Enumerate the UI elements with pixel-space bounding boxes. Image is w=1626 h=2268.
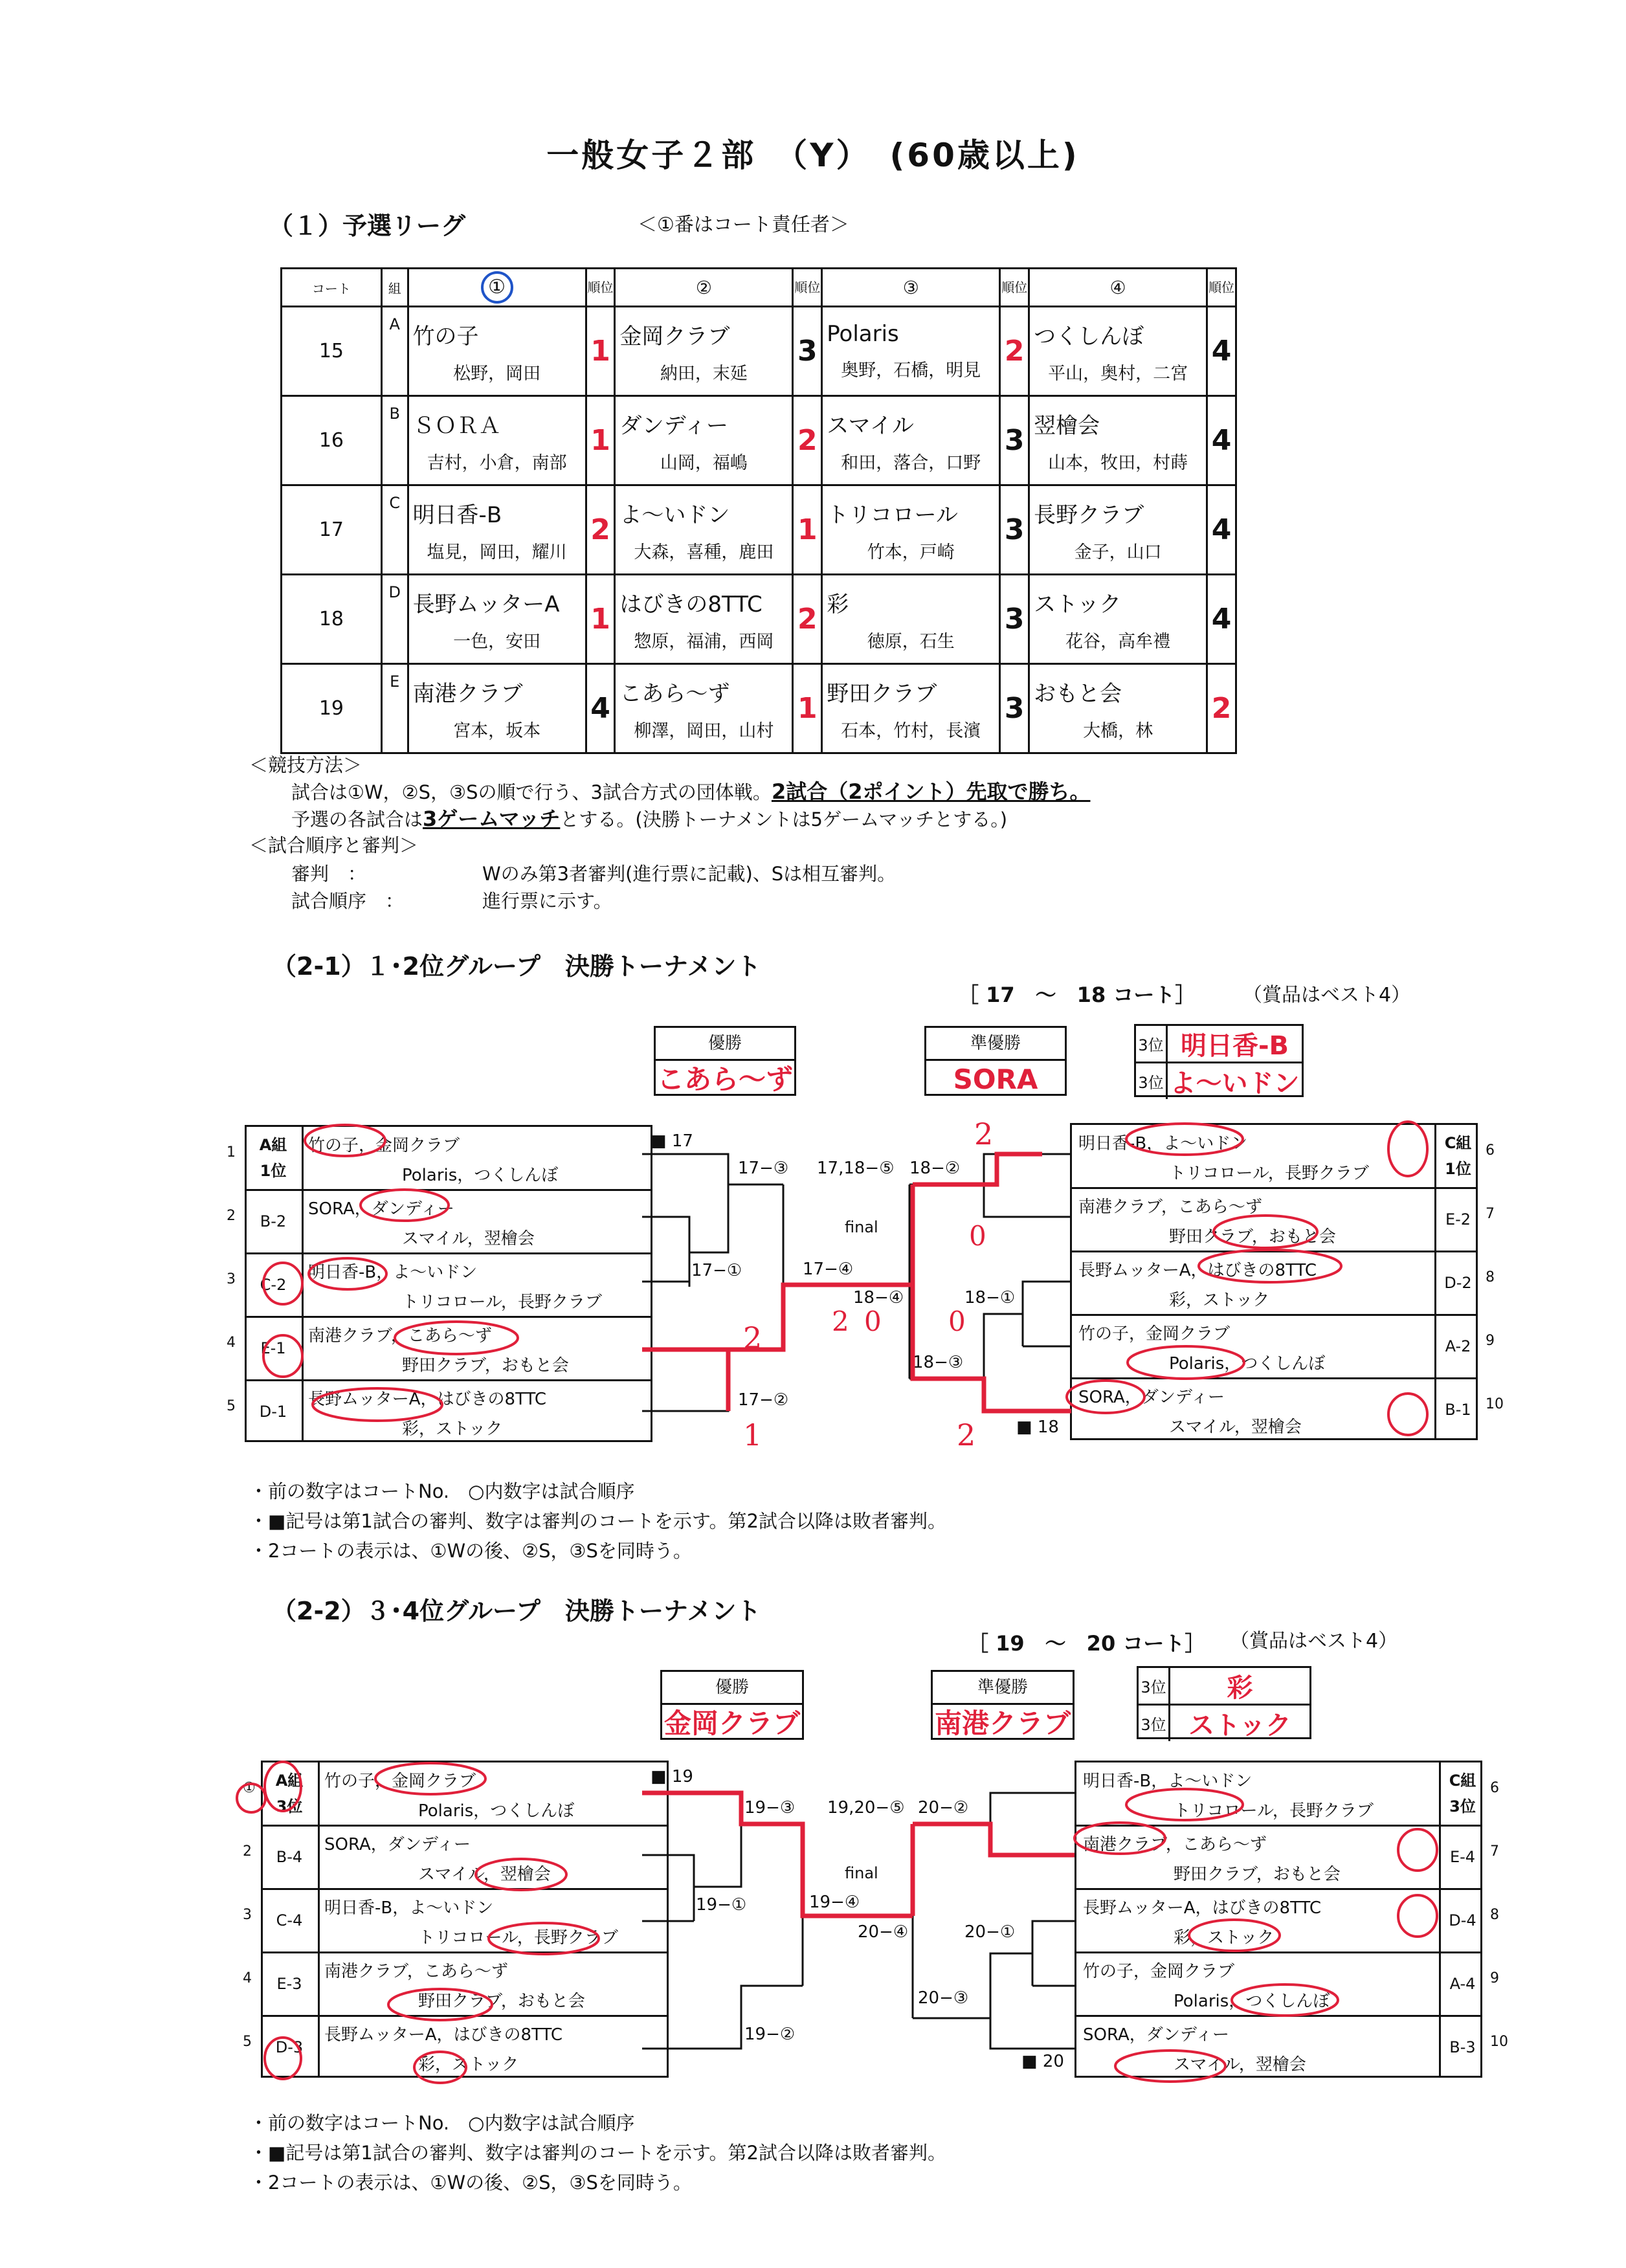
entry-pair-2: 彩，ストック — [418, 2055, 519, 2074]
entry-pair-1: 南港クラブ，こあら～ず — [1083, 1835, 1267, 1854]
method-win-rule: 2試合（2ポイント）先取で勝ち。 — [771, 779, 1091, 804]
entry-group: C-2 — [260, 1276, 287, 1294]
entry-group: A-2 — [1445, 1337, 1471, 1355]
entry-pair-1: 明日香-B，よ～いドン — [1083, 1772, 1253, 1791]
group-letter: E — [381, 664, 408, 753]
header-rank: 順位 — [1207, 269, 1236, 307]
team-name: おもと会 — [1034, 680, 1122, 707]
entry-pair-1: 明日香-B，よ～いドン — [308, 1263, 478, 1282]
entry-court-order: 8 — [1486, 1269, 1495, 1285]
team-rank: 4 — [1207, 575, 1236, 664]
t1-match-5: 18−② — [909, 1159, 961, 1178]
tournament2-prize: （賞品はベスト4） — [1230, 1630, 1398, 1652]
t2-match-8: 20−③ — [918, 1988, 969, 2008]
t2-winner: 金岡クラブ — [663, 1707, 800, 1739]
team-rank: 1 — [793, 664, 822, 753]
entry-group: A組 1位 — [259, 1136, 287, 1180]
entry-group: A-4 — [1449, 1975, 1476, 1993]
team-members: 石本，竹村，長濱 — [841, 720, 981, 741]
t2-match-5: 20−② — [918, 1798, 969, 1818]
entry-court-order: 5 — [243, 2034, 252, 2050]
team-rank: 2 — [793, 575, 822, 664]
t1-third-1: 明日香-B — [1180, 1031, 1289, 1061]
entry-court-order: 6 — [1486, 1142, 1495, 1159]
team-rank: 4 — [1207, 396, 1236, 485]
t2-ref-bot: ■ 20 — [1021, 2052, 1064, 2071]
team-name: ＳＯＲＡ — [412, 412, 501, 439]
entry-group: B-3 — [1449, 2038, 1476, 2056]
entry-pair-2: 彩，ストック — [1174, 1928, 1275, 1948]
entry-pair-1: 長野ムッターA，はびきの8TTC — [1078, 1261, 1317, 1280]
entry-court-order: 8 — [1490, 1907, 1499, 1923]
entry-court-order: 9 — [1490, 1970, 1499, 1986]
t2-match-7: 20−④ — [858, 1922, 909, 1942]
entry-pair-2: スマイル，翌檜会 — [402, 1229, 535, 1249]
entry-group: C組 1位 — [1444, 1134, 1472, 1178]
t1-score: 0 — [864, 1306, 882, 1337]
t1-winner-label: 優勝 — [656, 1028, 794, 1061]
entry-court-order: 7 — [1486, 1206, 1495, 1222]
entry-pair-1: 竹の子，金岡クラブ — [1078, 1324, 1231, 1344]
t1-runner: SORA — [953, 1063, 1038, 1095]
entry-court-order: 4 — [243, 1970, 252, 1986]
entry-court-order: 3 — [227, 1271, 236, 1287]
entry-pair-1: 南港クラブ，こあら～ず — [1078, 1197, 1262, 1217]
header-rank: 順位 — [793, 269, 822, 307]
court-lead-marker: ① — [481, 271, 513, 304]
entry-pair-2: 野田クラブ，おもと会 — [402, 1356, 569, 1375]
header-pos3: ③ — [822, 269, 1000, 307]
entry-pair-2: 彩，ストック — [1169, 1291, 1270, 1310]
method-line-1-text: 試合は①W，②S，③Sの順で行う、3試合方式の団体戦。 — [291, 781, 772, 803]
t1-score: 2 — [957, 1418, 976, 1452]
team-rank: 2 — [586, 485, 615, 575]
team-name: よ～いドン — [619, 502, 730, 528]
team-members: 竹本，戸崎 — [867, 542, 955, 562]
entry-pair-1: SORA，ダンディー — [1078, 1388, 1225, 1407]
t2-winner-label: 優勝 — [662, 1672, 802, 1705]
order-key: 試合順序 ： — [291, 890, 405, 912]
tournament1-prize: （賞品はベスト4） — [1243, 984, 1411, 1006]
team-members: 大森，喜種，鹿田 — [634, 542, 774, 562]
entry-pair-1: SORA，ダンディー — [308, 1199, 454, 1219]
page-title: 一般女子２部 （Y） (60歳以上) — [546, 137, 1080, 174]
team-members: 宮本，坂本 — [453, 720, 541, 741]
t1-score: 0 — [969, 1220, 986, 1252]
note-3: ・2コートの表示は、①Wの後、②S，③Sを同時う。 — [249, 2172, 692, 2194]
entry-court-order: 1 — [227, 1144, 236, 1161]
team-rank: 4 — [1207, 485, 1236, 575]
t1-ref-top: ■ 17 — [651, 1131, 693, 1151]
entry-pair-2: Polaris，つくしんぼ — [402, 1166, 559, 1185]
team-name: 長野クラブ — [1034, 502, 1144, 528]
entry-pair-2: Polaris，つくしんぼ — [1174, 1992, 1330, 2011]
team-rank: 4 — [1207, 307, 1236, 396]
method-heading: ＜競技方法＞ — [249, 754, 362, 776]
t1-runner-label: 準優勝 — [926, 1028, 1065, 1061]
team-name: 南港クラブ — [412, 680, 523, 707]
team-rank: 1 — [586, 307, 615, 396]
tournament2-heading: （2-2）３･4位グループ 決勝トーナメント — [272, 1597, 761, 1625]
team-members: 平山，奥村，二宮 — [1048, 363, 1188, 384]
team-members: 和田，落合，口野 — [841, 452, 981, 473]
entry-pair-2: 彩，ストック — [402, 1419, 503, 1439]
t1-score: 1 — [743, 1418, 763, 1452]
note-3: ・2コートの表示は、①Wの後、②S，③Sを同時う。 — [249, 1540, 692, 1562]
team-rank: 4 — [586, 664, 615, 753]
tournament1-courts: ［ 17 ～ 18 コート］ — [958, 983, 1196, 1007]
entry-pair-1: 長野ムッターA，はびきの8TTC — [324, 2025, 563, 2045]
team-name: 明日香-B — [412, 502, 502, 528]
team-name: つくしんぼ — [1034, 323, 1144, 350]
t1-match-7: 18−④ — [853, 1288, 904, 1307]
entry-pair-2: トリコロール，長野クラブ — [402, 1293, 602, 1312]
t1-ref-bot: ■ 18 — [1016, 1418, 1059, 1437]
entry-pair-1: 明日香-B，よ～いドン — [1078, 1134, 1248, 1153]
group-letter: D — [381, 575, 408, 664]
entry-group: D-1 — [259, 1403, 287, 1421]
team-rank: 2 — [793, 396, 822, 485]
team-members: 柳澤，岡田，山村 — [634, 720, 774, 741]
team-name: 彩 — [827, 591, 849, 617]
method-line-2a: 予選の各試合は — [291, 808, 423, 830]
entry-court-order: 3 — [243, 1907, 252, 1923]
entry-group: C組 3位 — [1449, 1772, 1476, 1816]
team-members: 塩見，岡田，耀川 — [427, 542, 567, 562]
header-group: 組 — [381, 269, 408, 307]
team-name: 野田クラブ — [827, 680, 937, 707]
entry-pair-2: Polaris，つくしんぼ — [418, 1801, 575, 1821]
entry-pair-1: 長野ムッターA，はびきの8TTC — [1083, 1898, 1322, 1918]
entry-pair-2: スマイル，翌檜会 — [1174, 2055, 1306, 2074]
team-members: 一色，安田 — [453, 631, 541, 652]
entry-court-order: 2 — [227, 1208, 236, 1224]
t2-bracket-black — [642, 1793, 1075, 2049]
t1-third-2: よ～いドン — [1170, 1069, 1300, 1098]
order-heading: ＜試合順序と審判＞ — [249, 834, 419, 856]
t2-third-label: 3位 — [1139, 1668, 1170, 1704]
entry-pair-2: 野田クラブ，おもと会 — [418, 1992, 585, 2011]
t1-match-1: 17−③ — [738, 1159, 789, 1178]
entry-pair-1: 竹の子，金岡クラブ — [1083, 1962, 1235, 1981]
entry-group: B-4 — [276, 1848, 303, 1866]
t2-third-1: 彩 — [1227, 1673, 1253, 1703]
t2-third-label: 3位 — [1139, 1706, 1170, 1741]
team-name: スマイル — [827, 412, 914, 439]
t1-third-label: 3位 — [1136, 1026, 1168, 1062]
entry-court-order: 10 — [1486, 1396, 1504, 1412]
team-rank: 1 — [793, 485, 822, 575]
entry-group: B-1 — [1445, 1401, 1471, 1419]
entry-court-order: 2 — [243, 1843, 252, 1860]
team-name: 長野ムッターA — [412, 591, 560, 617]
method-game-rule: 3ゲームマッチ — [423, 806, 561, 831]
team-members: 吉村，小倉，南部 — [427, 452, 567, 473]
entry-court-order: 4 — [227, 1335, 236, 1351]
t1-match-6: 18−① — [964, 1288, 1016, 1307]
entry-pair-2: 野田クラブ，おもと会 — [1169, 1227, 1336, 1247]
entry-pair-1: SORA，ダンディー — [1083, 2025, 1229, 2045]
team-members: 奥野，石橋，明見 — [841, 361, 981, 381]
team-rank: 3 — [1000, 396, 1029, 485]
order-value: 進行票に示す。 — [482, 890, 612, 912]
t2-match-1: 19−③ — [744, 1798, 796, 1818]
entry-pair-1: 明日香-B，よ～いドン — [324, 1898, 494, 1918]
team-members: 花谷，高牟禮 — [1065, 631, 1171, 652]
team-name: こあら～ず — [619, 680, 730, 707]
t1-match-2: 17−① — [691, 1261, 742, 1280]
t2-final-no: 19,20−⑤ — [827, 1798, 905, 1818]
court-number: 19 — [282, 664, 382, 753]
team-rank: 3 — [1000, 575, 1029, 664]
t1-winner: こあら～ず — [656, 1063, 793, 1095]
group-letter: A — [381, 307, 408, 396]
note-2: ・■記号は第1試合の審判、数字は審判のコートを示す。第2試合以降は敗者審判。 — [249, 1510, 946, 1532]
entry-group: D-4 — [1449, 1911, 1476, 1929]
entry-group: E-3 — [276, 1975, 302, 1993]
header-court: コート — [282, 269, 382, 307]
entry-pair-1: 竹の子，金岡クラブ — [308, 1136, 460, 1155]
header-pos4: ④ — [1029, 269, 1207, 307]
t1-score: 2 — [832, 1306, 849, 1337]
entry-court-order: 5 — [227, 1398, 236, 1414]
t2-third-2: ストック — [1188, 1711, 1291, 1740]
t1-match-3: 17−④ — [803, 1260, 854, 1279]
entry-group: D-3 — [275, 2038, 304, 2056]
entry-pair-1: 南港クラブ，こあら～ず — [324, 1962, 508, 1981]
t1-third-label: 3位 — [1136, 1063, 1168, 1099]
entry-pair-2: Polaris，つくしんぼ — [1169, 1354, 1326, 1373]
t1-match-8: 18−③ — [913, 1353, 964, 1372]
team-members: 山本，牧田，村蒔 — [1048, 452, 1188, 473]
entry-group: E-4 — [1449, 1848, 1476, 1866]
entry-court-order: 9 — [1486, 1333, 1495, 1349]
method-line-2c: とする。(決勝トーナメントは5ゲームマッチとする。) — [560, 808, 1008, 830]
team-members: 惣原，福浦，西岡 — [634, 631, 774, 652]
note-2: ・■記号は第1試合の審判、数字は審判のコートを示す。第2試合以降は敗者審判。 — [249, 2142, 946, 2164]
entry-group: C-4 — [276, 1911, 303, 1929]
team-rank: 2 — [1207, 664, 1236, 753]
team-rank: 1 — [586, 396, 615, 485]
entry-pair-2: トリコロール，長野クラブ — [1169, 1164, 1369, 1183]
tournament2-courts: ［ 19 ～ 20 コート］ — [968, 1631, 1206, 1656]
entry-court-order: ① — [243, 1780, 256, 1796]
entry-pair-1: 竹の子，金岡クラブ — [324, 1772, 476, 1791]
referee-value: Wのみ第3者審判(進行票に記載)、Sは相互審判。 — [482, 863, 897, 885]
header-rank: 順位 — [586, 269, 615, 307]
t1-bracket-red — [642, 1154, 1071, 1411]
team-rank: 1 — [586, 575, 615, 664]
note-1: ・前の数字はコートNo. ○内数字は試合順序 — [249, 2112, 635, 2134]
entry-group: D-2 — [1444, 1274, 1472, 1292]
entry-group: B-2 — [260, 1212, 287, 1230]
court-number: 18 — [282, 575, 382, 664]
t1-score: 0 — [948, 1306, 966, 1337]
t1-final-no: 17,18−⑤ — [817, 1159, 895, 1178]
team-members: 松野，岡田 — [453, 363, 541, 384]
entry-pair-2: トリコロール，長野クラブ — [418, 1928, 618, 1948]
entry-court-order: 10 — [1490, 2034, 1508, 2050]
t2-final: final — [845, 1864, 878, 1882]
t1-winner-ovals — [263, 1122, 1427, 1435]
t2-match-2: 19−① — [696, 1895, 747, 1915]
group-letter: C — [381, 485, 408, 575]
header-pos2: ② — [615, 269, 793, 307]
t1-score: 2 — [974, 1117, 994, 1151]
t2-ref-top: ■ 19 — [651, 1767, 693, 1786]
entry-pair-2: スマイル，翌檜会 — [1169, 1418, 1302, 1437]
t2-winner-ovals — [237, 1762, 1437, 2083]
team-name: 翌檜会 — [1034, 412, 1100, 439]
entry-pair-2: トリコロール，長野クラブ — [1174, 1801, 1374, 1821]
t2-runner: 南港クラブ — [934, 1707, 1071, 1739]
team-name: トリコロール — [827, 502, 958, 528]
team-members: 大橋，林 — [1083, 720, 1153, 741]
team-rank: 2 — [1000, 307, 1029, 396]
t2-runner-label: 準優勝 — [933, 1672, 1073, 1705]
team-name: ストック — [1034, 591, 1122, 617]
team-members: 納田，末延 — [660, 363, 748, 384]
court-number: 17 — [282, 485, 382, 575]
t2-bracket-red — [642, 1793, 1075, 1916]
team-rank: 3 — [1000, 664, 1029, 753]
entry-group: E-2 — [1445, 1210, 1471, 1228]
team-members: 金子，山口 — [1074, 542, 1162, 562]
team-name: 金岡クラブ — [619, 323, 730, 350]
team-rank: 3 — [793, 307, 822, 396]
entry-group: E-1 — [260, 1339, 286, 1357]
t1-score: 2 — [743, 1320, 763, 1355]
team-rank: 3 — [1000, 485, 1029, 575]
section-note: ＜①番はコート責任者＞ — [638, 214, 849, 236]
team-name: はびきの8TTC — [619, 591, 763, 617]
team-name: ダンディー — [619, 412, 729, 439]
entry-court-order: 7 — [1490, 1843, 1499, 1860]
t1-final: final — [845, 1218, 878, 1236]
entry-court-order: 6 — [1490, 1780, 1499, 1796]
entry-pair-1: 南港クラブ，こあら～ず — [308, 1326, 492, 1346]
entry-pair-2: 野田クラブ，おもと会 — [1174, 1865, 1341, 1884]
t2-match-4: 19−② — [744, 2025, 796, 2044]
t2-match-6: 20−① — [964, 1922, 1016, 1942]
tournament1-heading: （2-1）１･2位グループ 決勝トーナメント — [272, 952, 761, 981]
referee-key: 審判 ： — [291, 863, 367, 885]
entry-pair-2: スマイル，翌檜会 — [418, 1865, 551, 1884]
note-1: ・前の数字はコートNo. ○内数字は試合順序 — [249, 1480, 635, 1502]
court-number: 15 — [282, 307, 382, 396]
entry-pair-1: 長野ムッターA，はびきの8TTC — [308, 1390, 547, 1409]
team-members: 山岡，福嶋 — [660, 452, 748, 473]
t1-match-4: 17−② — [738, 1390, 789, 1410]
team-name: 竹の子 — [412, 323, 479, 350]
header-rank: 順位 — [1000, 269, 1029, 307]
entry-group: A組 3位 — [275, 1772, 304, 1816]
court-number: 16 — [282, 396, 382, 485]
t2-match-3: 19−④ — [809, 1893, 860, 1912]
entry-pair-1: SORA，ダンディー — [324, 1835, 471, 1854]
section-heading-prelim: （１）予選リーグ — [269, 212, 466, 240]
group-letter: B — [381, 396, 408, 485]
team-name: Polaris — [827, 321, 899, 347]
team-members: 徳原，石生 — [867, 631, 955, 652]
